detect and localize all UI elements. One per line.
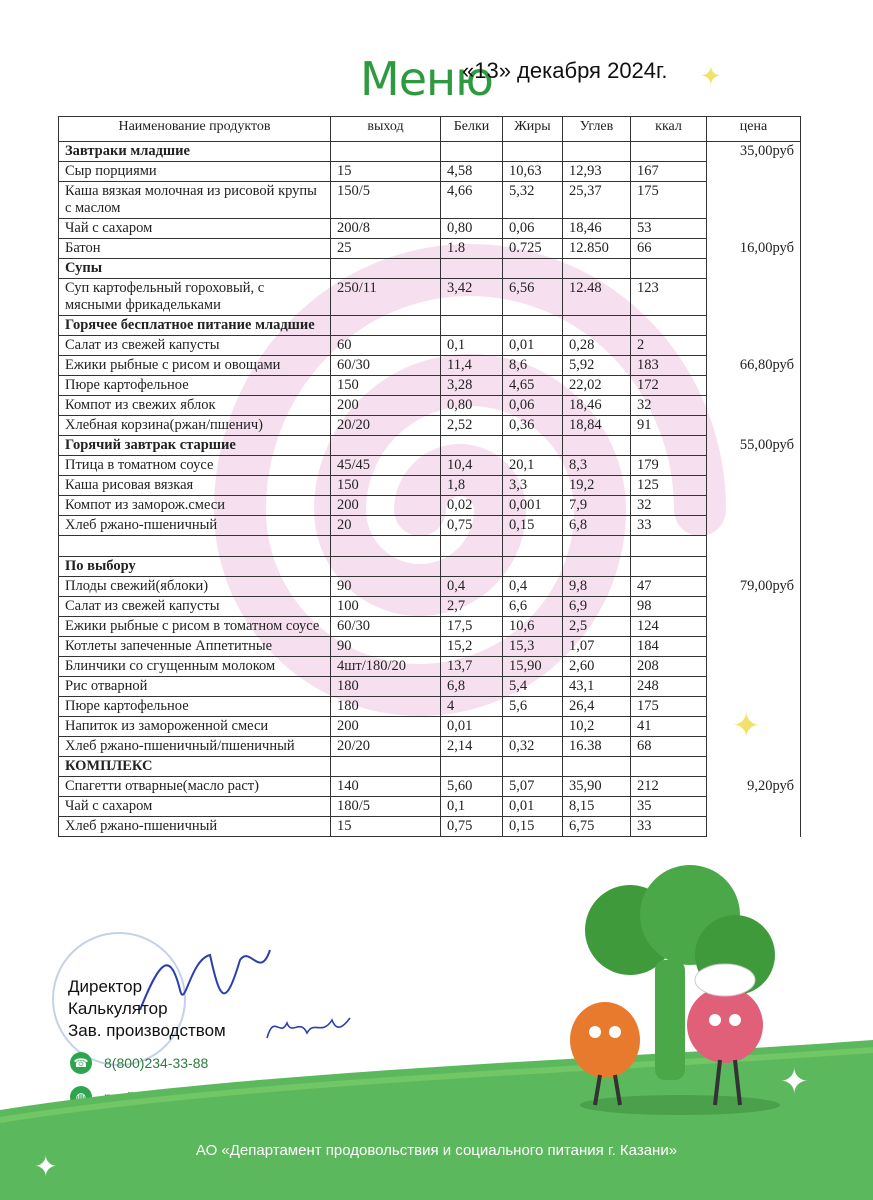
dish-name: Компот из заморож.смеси: [59, 496, 331, 516]
cell-kcal: [631, 757, 707, 777]
cell-protein: [441, 757, 503, 777]
cell-carb: [563, 557, 631, 577]
signatories: [68, 976, 226, 1042]
cell-carb: 12.850: [563, 239, 631, 259]
cell-price: 9,20руб: [707, 777, 801, 797]
cell-carb: 22,02: [563, 376, 631, 396]
cell-kcal: 179: [631, 456, 707, 476]
cell-price: [707, 476, 801, 496]
cell-kcal: 53: [631, 219, 707, 239]
cell-fat: 20,1: [503, 456, 563, 476]
cell-fat: 0,4: [503, 577, 563, 597]
table-row: [59, 396, 801, 416]
cell-carb: 18,46: [563, 219, 631, 239]
cell-kcal: 125: [631, 476, 707, 496]
cell-protein: 13,7: [441, 657, 503, 677]
cell-output: 150: [331, 376, 441, 396]
cell-kcal: 183: [631, 356, 707, 376]
cell-price: [707, 376, 801, 396]
table-row: [59, 279, 801, 316]
cell-protein: [441, 259, 503, 279]
table-row: [59, 219, 801, 239]
cell-fat: 4,65: [503, 376, 563, 396]
section-row: [59, 259, 801, 279]
cell-fat: 6,56: [503, 279, 563, 316]
menu-table-body: [59, 142, 801, 837]
cell-protein: 0,1: [441, 336, 503, 356]
cell-carb: [563, 757, 631, 777]
role-production-head: Зав. производством: [68, 1021, 226, 1040]
cell-output: 60/30: [331, 356, 441, 376]
cell-fat: [503, 142, 563, 162]
table-row: [59, 717, 801, 737]
cell-carb: 16.38: [563, 737, 631, 757]
cell-output: 90: [331, 577, 441, 597]
cell-output: 90: [331, 637, 441, 657]
cell-price: [707, 617, 801, 637]
cell-fat: 15,90: [503, 657, 563, 677]
cell-carb: 25,37: [563, 182, 631, 219]
cell-protein: 10,4: [441, 456, 503, 476]
cell-price: [707, 336, 801, 356]
cell-fat: 5,32: [503, 182, 563, 219]
cell-price: [707, 557, 801, 577]
cell-protein: [441, 142, 503, 162]
cell-fat: 0,15: [503, 817, 563, 837]
cell-price: 79,00руб: [707, 577, 801, 597]
cell-price: [707, 182, 801, 219]
cell-protein: 6,8: [441, 677, 503, 697]
cell-kcal: [631, 142, 707, 162]
menu-table: [58, 116, 801, 837]
cell-carb: [563, 259, 631, 279]
sparkle-icon: ✦: [700, 62, 722, 92]
cell-protein: [441, 316, 503, 336]
cell-protein: 3,28: [441, 376, 503, 396]
cell-kcal: 2: [631, 336, 707, 356]
cell-output: 20/20: [331, 416, 441, 436]
cell-output: 150: [331, 476, 441, 496]
cell-price: [707, 496, 801, 516]
cell-output: 4шт/180/20: [331, 657, 441, 677]
cell-protein: 2,7: [441, 597, 503, 617]
dish-name: Рис отварной: [59, 677, 331, 697]
cell-carb: 6,75: [563, 817, 631, 837]
cell-fat: 10,6: [503, 617, 563, 637]
cell-kcal: 33: [631, 516, 707, 536]
table-row: [59, 577, 801, 597]
section-title: Горячее бесплатное питание младшие: [59, 316, 331, 336]
cell-output: 20/20: [331, 737, 441, 757]
cell-protein: 1,8: [441, 476, 503, 496]
cell-fat: 0,36: [503, 416, 563, 436]
dish-name: Пюре картофельное: [59, 697, 331, 717]
cell-protein: 1.8: [441, 239, 503, 259]
cell-output: 200/8: [331, 219, 441, 239]
dish-name: Пюре картофельное: [59, 376, 331, 396]
dish-name: Салат из свежей капусты: [59, 597, 331, 617]
cell-output: 200: [331, 396, 441, 416]
cell-carb: 2,60: [563, 657, 631, 677]
cell-fat: 0,01: [503, 336, 563, 356]
section-title: Горячий завтрак старшие: [59, 436, 331, 456]
table-row: [59, 182, 801, 219]
table-row: [59, 456, 801, 476]
dish-name: Чай с сахаром: [59, 219, 331, 239]
empty-cell: [563, 536, 631, 557]
cell-protein: 0,80: [441, 396, 503, 416]
table-row: [59, 516, 801, 536]
cell-price: 66,80руб: [707, 356, 801, 376]
table-row: [59, 496, 801, 516]
cell-output: 150/5: [331, 182, 441, 219]
dish-name: Каша рисовая вязкая: [59, 476, 331, 496]
cell-carb: 35,90: [563, 777, 631, 797]
cell-protein: 15,2: [441, 637, 503, 657]
cell-protein: 0,75: [441, 516, 503, 536]
cell-fat: 0.725: [503, 239, 563, 259]
cell-output: [331, 436, 441, 456]
cell-output: 25: [331, 239, 441, 259]
menu-date: «13» декабря 2024г.: [462, 58, 668, 83]
table-row: [59, 797, 801, 817]
dish-name: Ежики рыбные с рисом и овощами: [59, 356, 331, 376]
cell-price: [707, 456, 801, 476]
cell-price: [707, 396, 801, 416]
empty-cell: [707, 536, 801, 557]
cell-kcal: 212: [631, 777, 707, 797]
cell-output: [331, 757, 441, 777]
cell-carb: [563, 316, 631, 336]
dish-name: Батон: [59, 239, 331, 259]
cell-protein: 0,75: [441, 817, 503, 837]
cell-kcal: 66: [631, 239, 707, 259]
cell-protein: 4,66: [441, 182, 503, 219]
cell-output: 100: [331, 597, 441, 617]
cell-fat: 15,3: [503, 637, 563, 657]
cell-kcal: 32: [631, 396, 707, 416]
section-row: [59, 757, 801, 777]
cell-fat: [503, 259, 563, 279]
cell-kcal: 98: [631, 597, 707, 617]
cell-carb: 5,92: [563, 356, 631, 376]
cell-kcal: 91: [631, 416, 707, 436]
cell-fat: 0,01: [503, 797, 563, 817]
dish-name: Хлеб ржано-пшеничный/пшеничный: [59, 737, 331, 757]
cell-output: 250/11: [331, 279, 441, 316]
table-row: [59, 697, 801, 717]
col-header-price: цена: [707, 117, 801, 142]
section-title: Супы: [59, 259, 331, 279]
cell-output: 20: [331, 516, 441, 536]
dish-name: Плоды свежий(яблоки): [59, 577, 331, 597]
empty-cell: [503, 536, 563, 557]
dish-name: Хлеб ржано-пшеничный: [59, 817, 331, 837]
table-row: [59, 637, 801, 657]
cell-output: 60/30: [331, 617, 441, 637]
cell-protein: 3,42: [441, 279, 503, 316]
cell-fat: 5,6: [503, 697, 563, 717]
table-row: [59, 336, 801, 356]
vegetable-mascots-illustration: [560, 860, 790, 1120]
cell-output: 15: [331, 162, 441, 182]
col-header-carb: Углев: [563, 117, 631, 142]
cell-carb: 6,8: [563, 516, 631, 536]
empty-cell: [59, 536, 331, 557]
sparkle-icon: ✦: [780, 1062, 809, 1102]
cell-output: [331, 259, 441, 279]
cell-carb: 1,07: [563, 637, 631, 657]
role-calculator: Калькулятор: [68, 999, 168, 1018]
cell-carb: [563, 436, 631, 456]
cell-fat: [503, 717, 563, 737]
cell-output: 180/5: [331, 797, 441, 817]
cell-carb: 12.48: [563, 279, 631, 316]
cell-output: 45/45: [331, 456, 441, 476]
dish-name: Хлебная корзина(ржан/пшенич): [59, 416, 331, 436]
table-header-row: [59, 117, 801, 142]
cell-price: [707, 797, 801, 817]
cell-kcal: 175: [631, 182, 707, 219]
table-row: [59, 239, 801, 259]
table-blank-row: [59, 536, 801, 557]
cell-kcal: 32: [631, 496, 707, 516]
cell-price: [707, 259, 801, 279]
cell-protein: [441, 436, 503, 456]
cell-fat: 0,06: [503, 396, 563, 416]
cell-output: 140: [331, 777, 441, 797]
cell-output: 60: [331, 336, 441, 356]
cell-price: [707, 416, 801, 436]
col-header-protein: Белки: [441, 117, 503, 142]
dish-name: Сыр порциями: [59, 162, 331, 182]
cell-carb: 18,46: [563, 396, 631, 416]
cell-fat: 8,6: [503, 356, 563, 376]
sparkle-icon: ✦: [34, 1150, 58, 1183]
cell-carb: [563, 142, 631, 162]
cell-protein: 2,14: [441, 737, 503, 757]
cell-protein: 2,52: [441, 416, 503, 436]
dish-name: Птица в томатном соусе: [59, 456, 331, 476]
cell-price: [707, 757, 801, 777]
col-header-output: выход: [331, 117, 441, 142]
cell-fat: 0,06: [503, 219, 563, 239]
cell-kcal: 47: [631, 577, 707, 597]
cell-carb: 26,4: [563, 697, 631, 717]
section-row: [59, 557, 801, 577]
cell-kcal: 41: [631, 717, 707, 737]
cell-protein: 11,4: [441, 356, 503, 376]
table-row: [59, 777, 801, 797]
cell-price: [707, 516, 801, 536]
cell-kcal: 172: [631, 376, 707, 396]
cell-carb: 12,93: [563, 162, 631, 182]
cell-kcal: [631, 259, 707, 279]
cell-fat: [503, 316, 563, 336]
cell-carb: 9,8: [563, 577, 631, 597]
cell-price: 16,00руб: [707, 239, 801, 259]
dish-name: Напиток из замороженной смеси: [59, 717, 331, 737]
cell-kcal: 123: [631, 279, 707, 316]
table-row: [59, 677, 801, 697]
cell-output: 180: [331, 697, 441, 717]
dish-name: Котлеты запеченные Аппетитные: [59, 637, 331, 657]
dish-name: Компот из свежих яблок: [59, 396, 331, 416]
cell-protein: 0,1: [441, 797, 503, 817]
dish-name: Каша вязкая молочная из рисовой крупы с маслом: [59, 182, 331, 219]
table-row: [59, 817, 801, 837]
cell-fat: 0,32: [503, 737, 563, 757]
dish-name: Салат из свежей капусты: [59, 336, 331, 356]
table-row: [59, 657, 801, 677]
cell-protein: 4: [441, 697, 503, 717]
cell-price: 35,00руб: [707, 142, 801, 162]
cell-protein: [441, 557, 503, 577]
dish-name: Чай с сахаром: [59, 797, 331, 817]
table-row: [59, 416, 801, 436]
dish-name: Спагетти отварные(масло раст): [59, 777, 331, 797]
table-row: [59, 597, 801, 617]
dish-name: Ежики рыбные с рисом в томатном соусе: [59, 617, 331, 637]
table-row: [59, 476, 801, 496]
cell-price: [707, 677, 801, 697]
cell-kcal: [631, 436, 707, 456]
empty-cell: [331, 536, 441, 557]
cell-carb: 0,28: [563, 336, 631, 356]
phone-number: 8(800)234-33-88: [104, 1055, 209, 1071]
section-row: [59, 316, 801, 336]
cell-kcal: 35: [631, 797, 707, 817]
table-row: [59, 737, 801, 757]
section-title: Завтраки младшие: [59, 142, 331, 162]
dish-name: Блинчики со сгущенным молоком: [59, 657, 331, 677]
cell-carb: 6,9: [563, 597, 631, 617]
page-title: Меню: [360, 52, 493, 106]
cell-fat: 3,3: [503, 476, 563, 496]
cell-price: [707, 316, 801, 336]
cell-carb: 8,15: [563, 797, 631, 817]
cell-carb: 18,84: [563, 416, 631, 436]
cell-protein: 4,58: [441, 162, 503, 182]
section-title: КОМПЛЕКС: [59, 757, 331, 777]
table-row: [59, 376, 801, 396]
cell-fat: 10,63: [503, 162, 563, 182]
cell-price: [707, 637, 801, 657]
col-header-name: Наименование продуктов: [59, 117, 331, 142]
cell-fat: 6,6: [503, 597, 563, 617]
section-row: [59, 142, 801, 162]
globe-icon: ◍: [70, 1086, 92, 1108]
cell-kcal: 33: [631, 817, 707, 837]
dish-name: Хлеб ржано-пшеничный: [59, 516, 331, 536]
section-row: [59, 436, 801, 456]
phone-icon: ☎: [70, 1052, 92, 1074]
sparkle-icon: ✦: [732, 706, 761, 746]
cell-fat: 5,4: [503, 677, 563, 697]
cell-kcal: 248: [631, 677, 707, 697]
cell-carb: 7,9: [563, 496, 631, 516]
cell-price: [707, 657, 801, 677]
cell-price: [707, 279, 801, 316]
cell-carb: 8,3: [563, 456, 631, 476]
table-row: [59, 617, 801, 637]
cell-protein: 5,60: [441, 777, 503, 797]
cell-price: [707, 219, 801, 239]
cell-kcal: 124: [631, 617, 707, 637]
organization-name: АО «Департамент продовольствия и социального питания г. Казани»: [195, 1142, 678, 1159]
cell-fat: 0,001: [503, 496, 563, 516]
empty-cell: [631, 536, 707, 557]
cell-price: [707, 162, 801, 182]
cell-output: 15: [331, 817, 441, 837]
cell-price: [707, 817, 801, 837]
section-title: По выбору: [59, 557, 331, 577]
empty-cell: [441, 536, 503, 557]
cell-kcal: [631, 316, 707, 336]
cell-kcal: 175: [631, 697, 707, 717]
cell-carb: 2,5: [563, 617, 631, 637]
cell-fat: [503, 436, 563, 456]
cell-output: [331, 316, 441, 336]
cell-kcal: [631, 557, 707, 577]
role-director: Директор: [68, 977, 143, 996]
table-row: [59, 162, 801, 182]
cell-output: 180: [331, 677, 441, 697]
cell-carb: 43,1: [563, 677, 631, 697]
cell-protein: 0,02: [441, 496, 503, 516]
cell-carb: 10,2: [563, 717, 631, 737]
cell-protein: 0,80: [441, 219, 503, 239]
cell-protein: 0,4: [441, 577, 503, 597]
col-header-fat: Жиры: [503, 117, 563, 142]
cell-output: [331, 557, 441, 577]
cell-output: 200: [331, 496, 441, 516]
table-row: [59, 356, 801, 376]
cell-fat: [503, 757, 563, 777]
cell-fat: 5,07: [503, 777, 563, 797]
cell-kcal: 208: [631, 657, 707, 677]
cell-fat: [503, 557, 563, 577]
cell-protein: 0,01: [441, 717, 503, 737]
cell-carb: 19,2: [563, 476, 631, 496]
cell-protein: 17,5: [441, 617, 503, 637]
cell-kcal: 184: [631, 637, 707, 657]
col-header-kcal: ккал: [631, 117, 707, 142]
cell-fat: 0,15: [503, 516, 563, 536]
cell-kcal: 68: [631, 737, 707, 757]
cell-output: [331, 142, 441, 162]
cell-kcal: 167: [631, 162, 707, 182]
cell-output: 200: [331, 717, 441, 737]
cell-price: 55,00руб: [707, 436, 801, 456]
cell-price: [707, 597, 801, 617]
dish-name: Суп картофельный гороховый, с мясными фрикадельками: [59, 279, 331, 316]
